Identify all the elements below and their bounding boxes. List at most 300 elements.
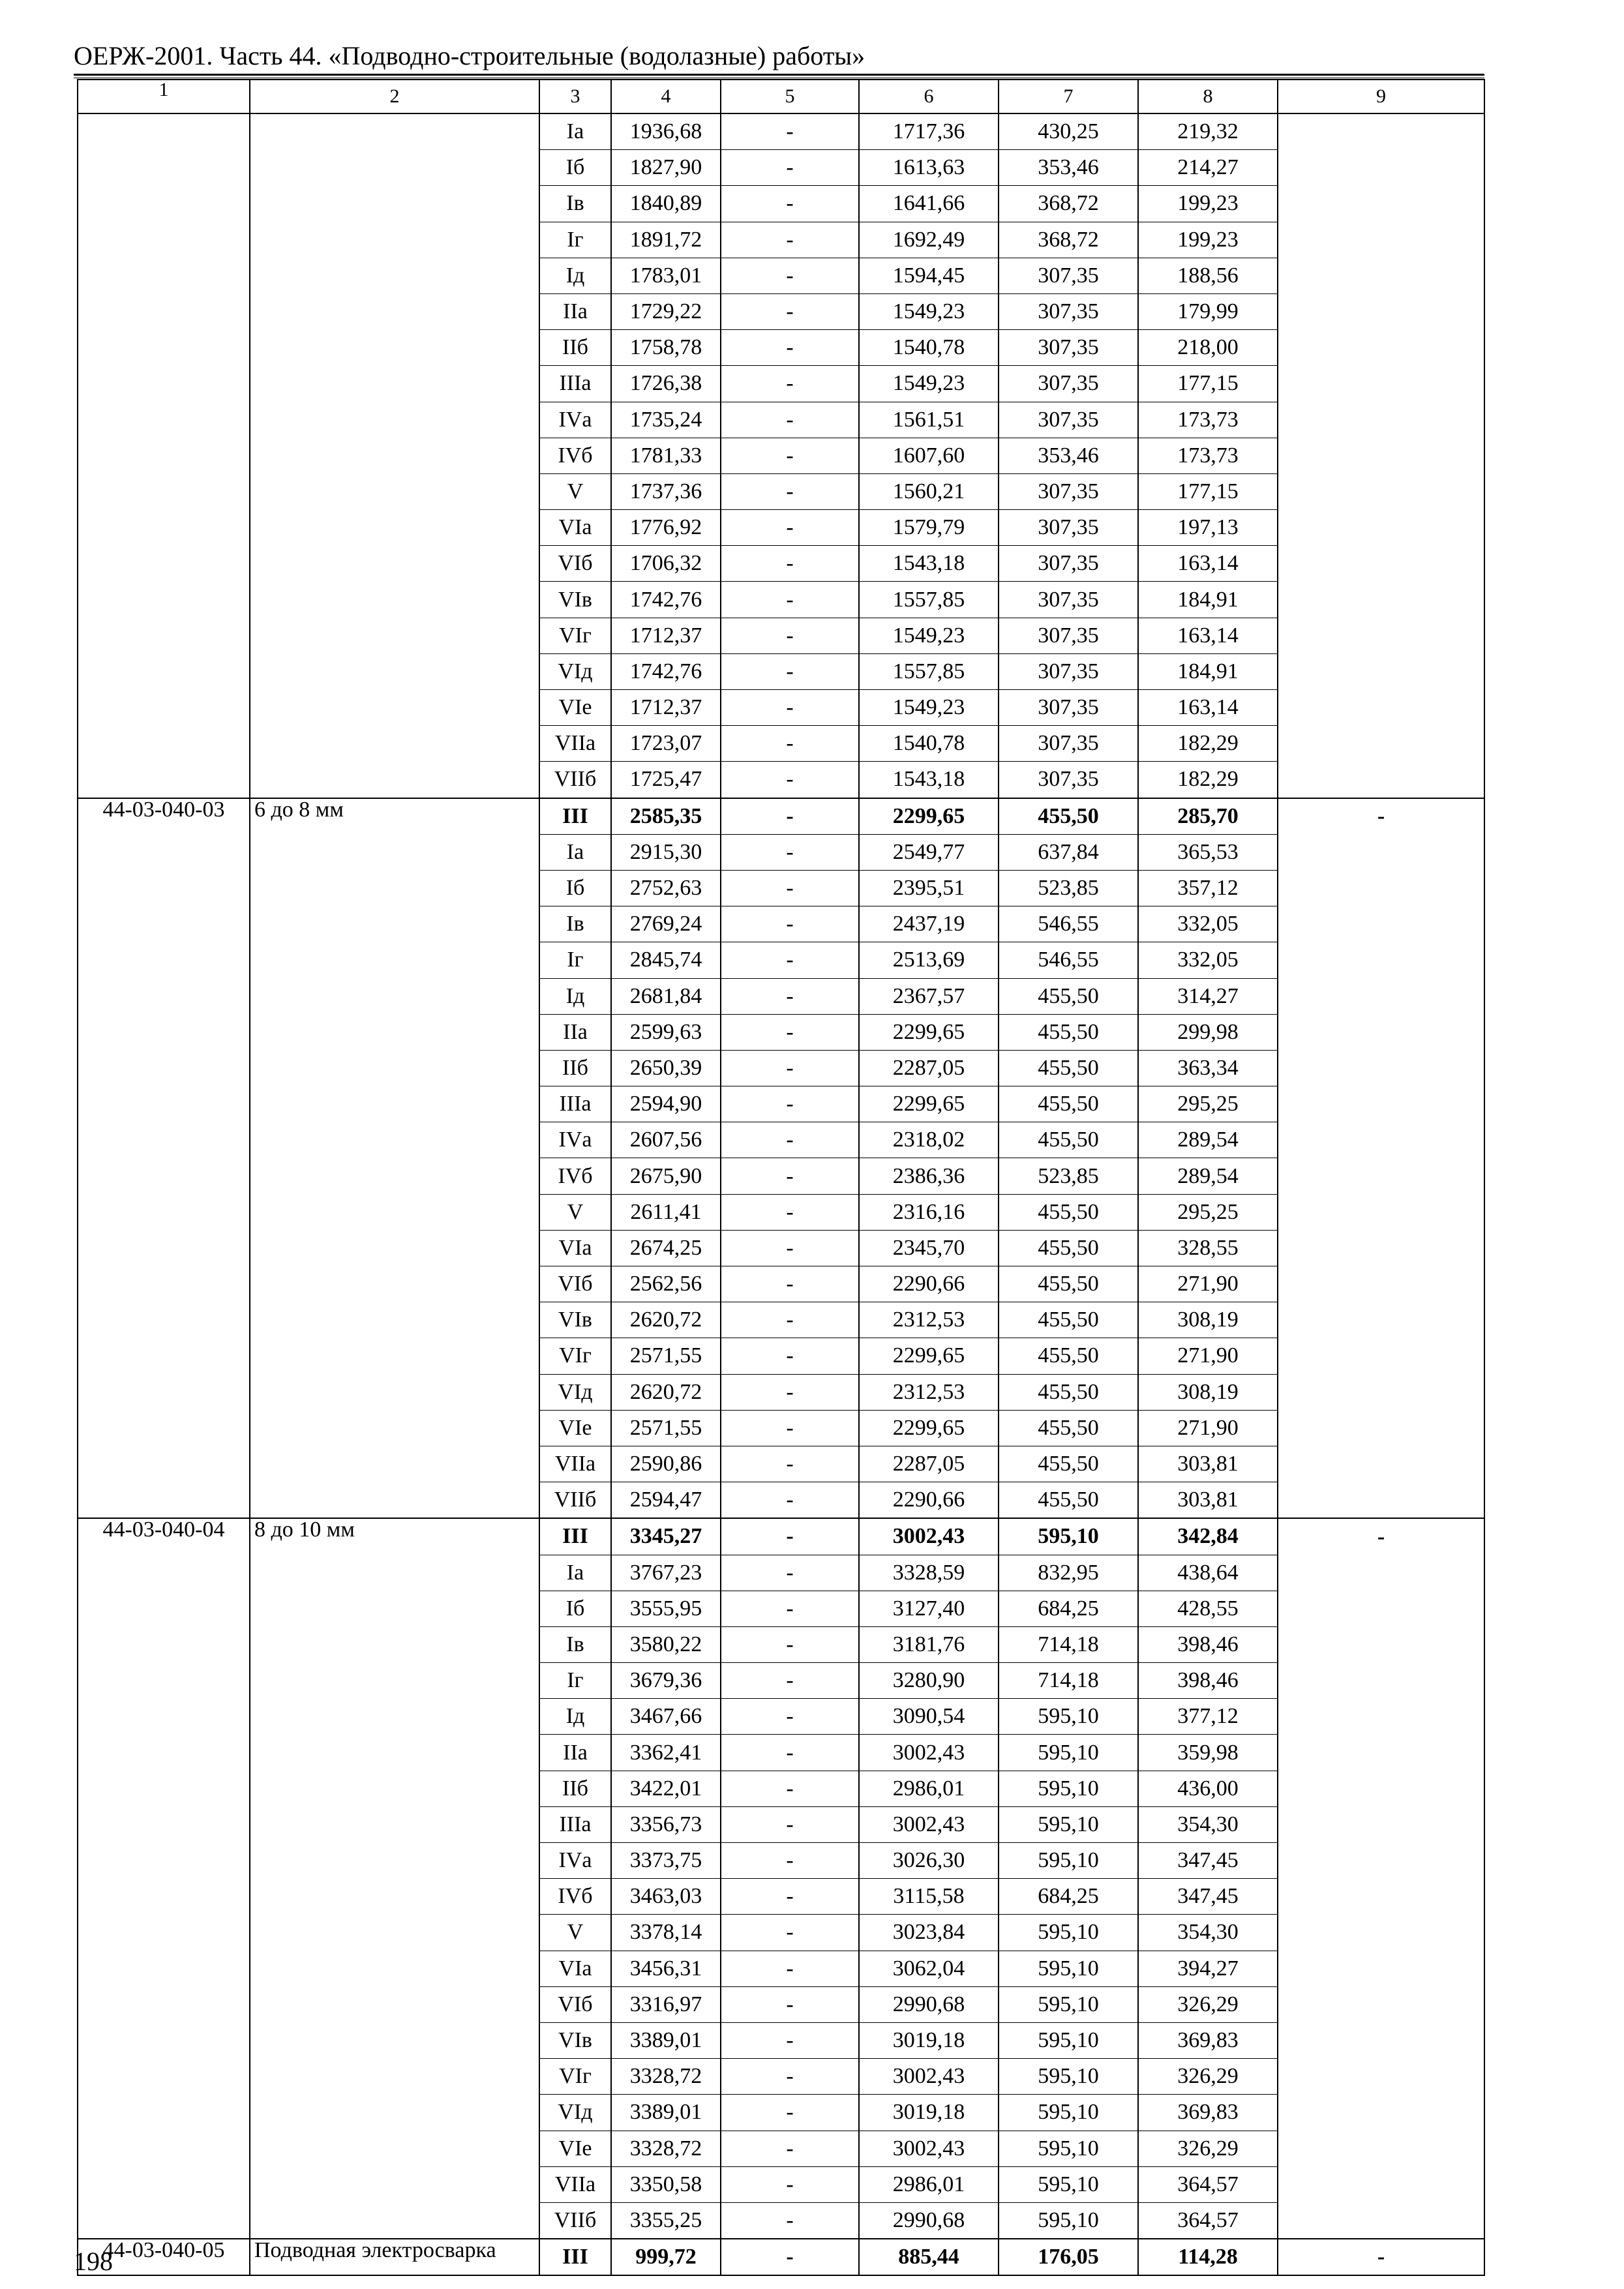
materials-cell: 364,57 bbox=[1138, 2202, 1278, 2239]
machine-cost-cell: 1641,66 bbox=[859, 186, 999, 222]
operator-wage-cell: 546,55 bbox=[999, 942, 1138, 978]
wage-cell: - bbox=[721, 1951, 859, 1986]
name-cell bbox=[250, 1014, 539, 1050]
extra-cell bbox=[1278, 2131, 1484, 2166]
machine-cost-cell: 1692,49 bbox=[859, 222, 999, 258]
table-row bbox=[78, 2059, 1484, 2095]
operator-wage-cell: 455,50 bbox=[999, 1014, 1138, 1050]
machine-cost-cell: 3002,43 bbox=[859, 1806, 999, 1842]
materials-cell: 271,90 bbox=[1138, 1410, 1278, 1446]
zone-cell: VIIа bbox=[539, 2166, 611, 2202]
wage-cell: - bbox=[721, 258, 859, 293]
materials-cell: 199,23 bbox=[1138, 222, 1278, 258]
operator-wage-cell: 595,10 bbox=[999, 1915, 1138, 1951]
total-cost-cell: 3355,25 bbox=[611, 2202, 721, 2239]
machine-cost-cell: 1561,51 bbox=[859, 402, 999, 438]
total-cost-cell: 3378,14 bbox=[611, 1915, 721, 1951]
operator-wage-cell: 595,10 bbox=[999, 2022, 1138, 2058]
zone-cell: Iа bbox=[539, 834, 611, 870]
total-cost-cell: 1758,78 bbox=[611, 330, 721, 366]
machine-cost-cell: 2549,77 bbox=[859, 834, 999, 870]
code-cell bbox=[78, 293, 250, 329]
code-cell bbox=[78, 150, 250, 186]
name-cell bbox=[250, 1230, 539, 1266]
table-row bbox=[78, 690, 1484, 726]
operator-wage-cell: 307,35 bbox=[999, 293, 1138, 329]
table-row bbox=[78, 2022, 1484, 2058]
operator-wage-cell: 595,10 bbox=[999, 2202, 1138, 2239]
zone-cell: Iг bbox=[539, 942, 611, 978]
zone-cell: IIа bbox=[539, 1735, 611, 1771]
table-row bbox=[78, 402, 1484, 438]
extra-cell bbox=[1278, 150, 1484, 186]
zone-cell: VIг bbox=[539, 2059, 611, 2095]
wage-cell: - bbox=[721, 1122, 859, 1158]
operator-wage-cell: 307,35 bbox=[999, 546, 1138, 582]
operator-wage-cell: 455,50 bbox=[999, 1050, 1138, 1086]
wage-cell: - bbox=[721, 510, 859, 546]
extra-cell bbox=[1278, 906, 1484, 942]
code-cell bbox=[78, 1050, 250, 1086]
total-cost-cell: 3580,22 bbox=[611, 1626, 721, 1662]
total-cost-cell: 2594,47 bbox=[611, 1482, 721, 1519]
machine-cost-cell: 2290,66 bbox=[859, 1482, 999, 1519]
operator-wage-cell: 595,10 bbox=[999, 1518, 1138, 1555]
code-cell bbox=[78, 1699, 250, 1735]
materials-cell: 332,05 bbox=[1138, 906, 1278, 942]
extra-cell bbox=[1278, 2022, 1484, 2058]
code-cell bbox=[78, 978, 250, 1014]
code-cell bbox=[78, 1591, 250, 1626]
total-cost-cell: 3389,01 bbox=[611, 2095, 721, 2131]
materials-cell: 177,15 bbox=[1138, 366, 1278, 402]
operator-wage-cell: 595,10 bbox=[999, 1986, 1138, 2022]
wage-cell: - bbox=[721, 1591, 859, 1626]
operator-wage-cell: 714,18 bbox=[999, 1626, 1138, 1662]
machine-cost-cell: 2986,01 bbox=[859, 2166, 999, 2202]
table-row bbox=[78, 293, 1484, 329]
name-cell bbox=[250, 2059, 539, 2095]
operator-wage-cell: 307,35 bbox=[999, 582, 1138, 618]
table-row bbox=[78, 1086, 1484, 1122]
machine-cost-cell: 2437,19 bbox=[859, 906, 999, 942]
materials-cell: 314,27 bbox=[1138, 978, 1278, 1014]
materials-cell: 438,64 bbox=[1138, 1555, 1278, 1591]
total-cost-cell: 2675,90 bbox=[611, 1158, 721, 1194]
machine-cost-cell: 1560,21 bbox=[859, 473, 999, 509]
machine-cost-cell: 3328,59 bbox=[859, 1555, 999, 1591]
name-cell bbox=[250, 1879, 539, 1915]
code-cell bbox=[78, 1158, 250, 1194]
code-cell bbox=[78, 870, 250, 906]
table-row bbox=[78, 582, 1484, 618]
wage-cell: - bbox=[721, 2239, 859, 2275]
total-cost-cell: 1783,01 bbox=[611, 258, 721, 293]
materials-cell: 188,56 bbox=[1138, 258, 1278, 293]
materials-cell: 398,46 bbox=[1138, 1663, 1278, 1699]
column-number: 9 bbox=[1278, 80, 1484, 113]
materials-cell: 354,30 bbox=[1138, 1915, 1278, 1951]
table-row bbox=[78, 870, 1484, 906]
total-cost-cell: 1735,24 bbox=[611, 402, 721, 438]
operator-wage-cell: 176,05 bbox=[999, 2239, 1138, 2275]
name-cell bbox=[250, 1951, 539, 1986]
machine-cost-cell: 3062,04 bbox=[859, 1951, 999, 1986]
extra-cell bbox=[1278, 2095, 1484, 2131]
table-row bbox=[78, 1050, 1484, 1086]
name-cell bbox=[250, 1086, 539, 1122]
total-cost-cell: 1776,92 bbox=[611, 510, 721, 546]
wage-cell: - bbox=[721, 1879, 859, 1915]
table-row bbox=[78, 762, 1484, 798]
total-cost-cell: 1737,36 bbox=[611, 473, 721, 509]
operator-wage-cell: 684,25 bbox=[999, 1591, 1138, 1626]
code-cell bbox=[78, 2131, 250, 2166]
wage-cell: - bbox=[721, 798, 859, 835]
name-cell bbox=[250, 726, 539, 762]
machine-cost-cell: 3181,76 bbox=[859, 1626, 999, 1662]
wage-cell: - bbox=[721, 834, 859, 870]
zone-cell: IIб bbox=[539, 1771, 611, 1806]
name-cell bbox=[250, 762, 539, 798]
machine-cost-cell: 2345,70 bbox=[859, 1230, 999, 1266]
extra-cell bbox=[1278, 186, 1484, 222]
machine-cost-cell: 1543,18 bbox=[859, 546, 999, 582]
code-cell bbox=[78, 2059, 250, 2095]
materials-cell: 377,12 bbox=[1138, 1699, 1278, 1735]
total-cost-cell: 3679,36 bbox=[611, 1663, 721, 1699]
zone-cell: Iб bbox=[539, 150, 611, 186]
name-cell bbox=[250, 1482, 539, 1519]
operator-wage-cell: 353,46 bbox=[999, 438, 1138, 473]
name-cell bbox=[250, 1915, 539, 1951]
total-cost-cell: 3362,41 bbox=[611, 1735, 721, 1771]
name-cell bbox=[250, 1122, 539, 1158]
operator-wage-cell: 307,35 bbox=[999, 653, 1138, 689]
name-cell bbox=[250, 1266, 539, 1302]
name-cell bbox=[250, 366, 539, 402]
table-row bbox=[78, 473, 1484, 509]
code-cell bbox=[78, 1879, 250, 1915]
table-row bbox=[78, 1699, 1484, 1735]
total-cost-cell: 3345,27 bbox=[611, 1518, 721, 1555]
operator-wage-cell: 595,10 bbox=[999, 1771, 1138, 1806]
table-row bbox=[78, 1014, 1484, 1050]
machine-cost-cell: 3090,54 bbox=[859, 1699, 999, 1735]
machine-cost-cell: 3280,90 bbox=[859, 1663, 999, 1699]
name-cell bbox=[250, 2095, 539, 2131]
machine-cost-cell: 2395,51 bbox=[859, 870, 999, 906]
extra-cell: - bbox=[1278, 2239, 1484, 2275]
code-cell bbox=[78, 1194, 250, 1230]
total-cost-cell: 2620,72 bbox=[611, 1302, 721, 1338]
extra-cell bbox=[1278, 330, 1484, 366]
table-row bbox=[78, 1843, 1484, 1879]
operator-wage-cell: 455,50 bbox=[999, 1086, 1138, 1122]
extra-cell bbox=[1278, 1266, 1484, 1302]
materials-cell: 299,98 bbox=[1138, 1014, 1278, 1050]
total-cost-cell: 2915,30 bbox=[611, 834, 721, 870]
machine-cost-cell: 2299,65 bbox=[859, 1410, 999, 1446]
extra-cell bbox=[1278, 1086, 1484, 1122]
code-cell bbox=[78, 1555, 250, 1591]
code-cell bbox=[78, 690, 250, 726]
materials-cell: 177,15 bbox=[1138, 473, 1278, 509]
extra-cell bbox=[1278, 834, 1484, 870]
zone-cell: V bbox=[539, 1915, 611, 1951]
wage-cell: - bbox=[721, 1699, 859, 1735]
machine-cost-cell: 1540,78 bbox=[859, 726, 999, 762]
zone-cell: Iа bbox=[539, 1555, 611, 1591]
table-row bbox=[78, 2095, 1484, 2131]
rates-table-body bbox=[78, 80, 1484, 2275]
code-cell bbox=[78, 1338, 250, 1374]
wage-cell: - bbox=[721, 1915, 859, 1951]
name-cell bbox=[250, 150, 539, 186]
zone-cell: VIг bbox=[539, 618, 611, 653]
total-cost-cell: 2594,90 bbox=[611, 1086, 721, 1122]
code-cell bbox=[78, 1302, 250, 1338]
machine-cost-cell: 2299,65 bbox=[859, 1338, 999, 1374]
operator-wage-cell: 595,10 bbox=[999, 1951, 1138, 1986]
name-cell bbox=[250, 2022, 539, 2058]
wage-cell: - bbox=[721, 906, 859, 942]
machine-cost-cell: 3127,40 bbox=[859, 1591, 999, 1626]
code-cell bbox=[78, 1410, 250, 1446]
materials-cell: 326,29 bbox=[1138, 1986, 1278, 2022]
total-cost-cell: 2562,56 bbox=[611, 1266, 721, 1302]
materials-cell: 219,32 bbox=[1138, 113, 1278, 150]
extra-cell bbox=[1278, 258, 1484, 293]
table-row bbox=[78, 258, 1484, 293]
machine-cost-cell: 3002,43 bbox=[859, 2059, 999, 2095]
materials-cell: 271,90 bbox=[1138, 1338, 1278, 1374]
total-cost-cell: 3456,31 bbox=[611, 1951, 721, 1986]
zone-cell: VIа bbox=[539, 1951, 611, 1986]
total-cost-cell: 2611,41 bbox=[611, 1194, 721, 1230]
table-row bbox=[78, 438, 1484, 473]
operator-wage-cell: 455,50 bbox=[999, 1446, 1138, 1482]
materials-cell: 347,45 bbox=[1138, 1843, 1278, 1879]
zone-cell: Iв bbox=[539, 906, 611, 942]
operator-wage-cell: 595,10 bbox=[999, 1699, 1138, 1735]
zone-cell: Iа bbox=[539, 113, 611, 150]
total-cost-cell: 3328,72 bbox=[611, 2059, 721, 2095]
materials-cell: 182,29 bbox=[1138, 726, 1278, 762]
table-row bbox=[78, 798, 1484, 835]
machine-cost-cell: 3002,43 bbox=[859, 1735, 999, 1771]
operator-wage-cell: 595,10 bbox=[999, 2166, 1138, 2202]
table-row bbox=[78, 1879, 1484, 1915]
table-row bbox=[78, 2202, 1484, 2239]
extra-cell bbox=[1278, 1771, 1484, 1806]
machine-cost-cell: 3002,43 bbox=[859, 1518, 999, 1555]
name-cell bbox=[250, 582, 539, 618]
code-cell bbox=[78, 473, 250, 509]
zone-cell: VIIа bbox=[539, 726, 611, 762]
extra-cell bbox=[1278, 1122, 1484, 1158]
machine-cost-cell: 2513,69 bbox=[859, 942, 999, 978]
extra-cell bbox=[1278, 1735, 1484, 1771]
total-cost-cell: 3389,01 bbox=[611, 2022, 721, 2058]
wage-cell: - bbox=[721, 1735, 859, 1771]
zone-cell: Iг bbox=[539, 222, 611, 258]
materials-cell: 218,00 bbox=[1138, 330, 1278, 366]
code-cell bbox=[78, 1626, 250, 1662]
zone-cell: VIIб bbox=[539, 1482, 611, 1519]
operator-wage-cell: 455,50 bbox=[999, 1338, 1138, 1374]
operator-wage-cell: 307,35 bbox=[999, 402, 1138, 438]
total-cost-cell: 3422,01 bbox=[611, 1771, 721, 1806]
wage-cell: - bbox=[721, 1302, 859, 1338]
operator-wage-cell: 455,50 bbox=[999, 1482, 1138, 1519]
zone-cell: VIа bbox=[539, 510, 611, 546]
zone-cell: VIг bbox=[539, 1338, 611, 1374]
materials-cell: 285,70 bbox=[1138, 798, 1278, 835]
code-cell bbox=[78, 582, 250, 618]
extra-cell bbox=[1278, 113, 1484, 150]
total-cost-cell: 1729,22 bbox=[611, 293, 721, 329]
wage-cell: - bbox=[721, 1086, 859, 1122]
extra-cell bbox=[1278, 1843, 1484, 1879]
machine-cost-cell: 1549,23 bbox=[859, 366, 999, 402]
table-row bbox=[78, 1555, 1484, 1591]
name-cell bbox=[250, 1591, 539, 1626]
machine-cost-cell: 1717,36 bbox=[859, 113, 999, 150]
name-cell bbox=[250, 1446, 539, 1482]
code-cell bbox=[78, 1122, 250, 1158]
zone-cell: IVб bbox=[539, 438, 611, 473]
code-cell bbox=[78, 653, 250, 689]
zone-cell: III bbox=[539, 2239, 611, 2275]
code-cell: 44-03-040-05 bbox=[78, 2239, 250, 2275]
code-cell bbox=[78, 1735, 250, 1771]
machine-cost-cell: 2287,05 bbox=[859, 1050, 999, 1086]
materials-cell: 182,29 bbox=[1138, 762, 1278, 798]
materials-cell: 436,00 bbox=[1138, 1771, 1278, 1806]
total-cost-cell: 2752,63 bbox=[611, 870, 721, 906]
table-row bbox=[78, 1806, 1484, 1842]
extra-cell bbox=[1278, 438, 1484, 473]
extra-cell bbox=[1278, 366, 1484, 402]
wage-cell: - bbox=[721, 870, 859, 906]
wage-cell: - bbox=[721, 1410, 859, 1446]
wage-cell: - bbox=[721, 2202, 859, 2239]
name-cell bbox=[250, 942, 539, 978]
extra-cell bbox=[1278, 1374, 1484, 1410]
machine-cost-cell: 2990,68 bbox=[859, 1986, 999, 2022]
operator-wage-cell: 455,50 bbox=[999, 1194, 1138, 1230]
zone-cell: V bbox=[539, 1194, 611, 1230]
name-cell bbox=[250, 1338, 539, 1374]
name-cell: Подводная электросварка bbox=[250, 2239, 539, 2275]
materials-cell: 184,91 bbox=[1138, 582, 1278, 618]
code-cell bbox=[78, 906, 250, 942]
name-cell bbox=[250, 1410, 539, 1446]
name-cell bbox=[250, 222, 539, 258]
code-cell bbox=[78, 1230, 250, 1266]
total-cost-cell: 1827,90 bbox=[611, 150, 721, 186]
machine-cost-cell: 2299,65 bbox=[859, 1086, 999, 1122]
code-cell bbox=[78, 222, 250, 258]
column-number: 8 bbox=[1138, 80, 1278, 113]
table-row bbox=[78, 942, 1484, 978]
table-row bbox=[78, 1482, 1484, 1519]
machine-cost-cell: 2986,01 bbox=[859, 1771, 999, 1806]
wage-cell: - bbox=[721, 762, 859, 798]
table-row bbox=[78, 1302, 1484, 1338]
materials-cell: 369,83 bbox=[1138, 2095, 1278, 2131]
code-cell bbox=[78, 2022, 250, 2058]
code-cell bbox=[78, 258, 250, 293]
operator-wage-cell: 307,35 bbox=[999, 258, 1138, 293]
extra-cell bbox=[1278, 582, 1484, 618]
wage-cell: - bbox=[721, 113, 859, 150]
wage-cell: - bbox=[721, 1338, 859, 1374]
zone-cell: VIд bbox=[539, 653, 611, 689]
extra-cell bbox=[1278, 1194, 1484, 1230]
total-cost-cell: 3373,75 bbox=[611, 1843, 721, 1879]
zone-cell: IVб bbox=[539, 1879, 611, 1915]
extra-cell bbox=[1278, 1230, 1484, 1266]
code-cell bbox=[78, 834, 250, 870]
total-cost-cell: 1742,76 bbox=[611, 653, 721, 689]
code-cell bbox=[78, 402, 250, 438]
extra-cell bbox=[1278, 222, 1484, 258]
materials-cell: 289,54 bbox=[1138, 1122, 1278, 1158]
rates-table bbox=[77, 79, 1485, 2276]
zone-cell: IVа bbox=[539, 1843, 611, 1879]
table-row bbox=[78, 1158, 1484, 1194]
table-row bbox=[78, 1591, 1484, 1626]
extra-cell bbox=[1278, 1158, 1484, 1194]
zone-cell: IIIа bbox=[539, 1086, 611, 1122]
materials-cell: 347,45 bbox=[1138, 1879, 1278, 1915]
code-cell bbox=[78, 1482, 250, 1519]
wage-cell: - bbox=[721, 150, 859, 186]
operator-wage-cell: 307,35 bbox=[999, 366, 1138, 402]
operator-wage-cell: 368,72 bbox=[999, 186, 1138, 222]
materials-cell: 357,12 bbox=[1138, 870, 1278, 906]
total-cost-cell: 3467,66 bbox=[611, 1699, 721, 1735]
name-cell: 8 до 10 мм bbox=[250, 1518, 539, 1555]
wage-cell: - bbox=[721, 653, 859, 689]
operator-wage-cell: 523,85 bbox=[999, 1158, 1138, 1194]
machine-cost-cell: 2316,16 bbox=[859, 1194, 999, 1230]
machine-cost-cell: 885,44 bbox=[859, 2239, 999, 2275]
machine-cost-cell: 2386,36 bbox=[859, 1158, 999, 1194]
page-number: 198 bbox=[74, 2247, 113, 2276]
zone-cell: III bbox=[539, 798, 611, 835]
table-row bbox=[78, 1230, 1484, 1266]
name-cell bbox=[250, 293, 539, 329]
total-cost-cell: 1723,07 bbox=[611, 726, 721, 762]
code-cell bbox=[78, 546, 250, 582]
total-cost-cell: 2571,55 bbox=[611, 1410, 721, 1446]
machine-cost-cell: 3019,18 bbox=[859, 2022, 999, 2058]
table-row bbox=[78, 1986, 1484, 2022]
zone-cell: IVб bbox=[539, 1158, 611, 1194]
code-cell bbox=[78, 1843, 250, 1879]
code-cell bbox=[78, 510, 250, 546]
extra-cell bbox=[1278, 1555, 1484, 1591]
operator-wage-cell: 595,10 bbox=[999, 1843, 1138, 1879]
zone-cell: VIб bbox=[539, 1986, 611, 2022]
table-row bbox=[78, 366, 1484, 402]
machine-cost-cell: 1543,18 bbox=[859, 762, 999, 798]
name-cell bbox=[250, 1555, 539, 1591]
zone-cell: IIа bbox=[539, 1014, 611, 1050]
